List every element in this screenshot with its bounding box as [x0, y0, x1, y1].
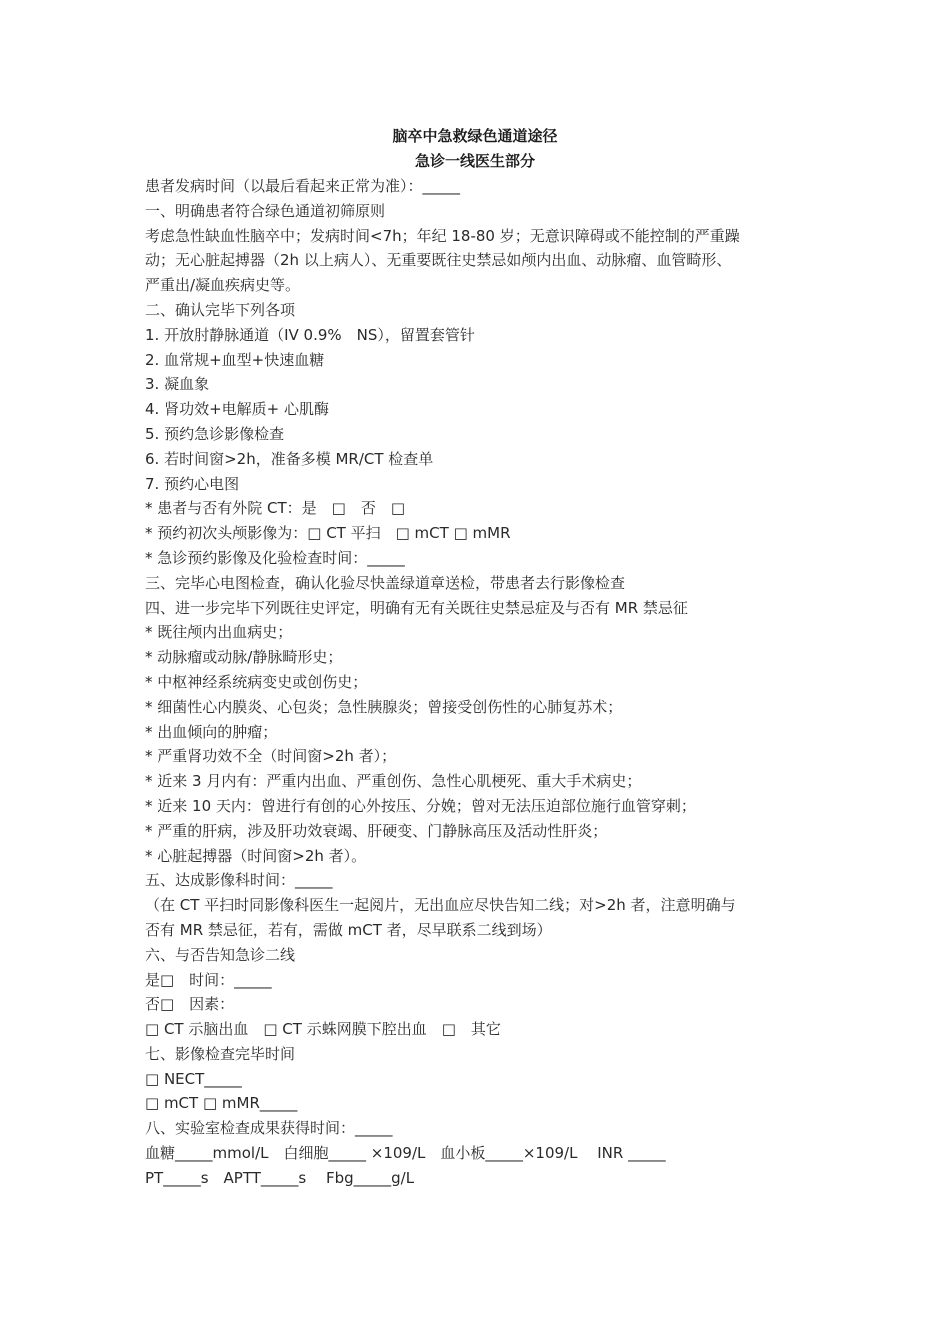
text-line: 5. 预约急诊影像检查: [145, 424, 285, 443]
text-line: 一、明确患者符合绿色通道初筛原则: [145, 201, 386, 220]
text-line: * 中枢神经系统病变史或创伤史；: [145, 672, 368, 691]
text-line: （在 CT 平扫时同影像科医生一起阅片，无出血应尽快告知二线；对>2h 者，注意明确与: [145, 896, 736, 915]
text-line: * 近来 10 天内：曾进行有创的心外按压、分娩；曾对无法压迫部位施行血管穿刺；: [145, 796, 696, 815]
text-line: 四、进一步完毕下列既往史评定，明确有无有关既往史禁忌症及与否有 MR 禁忌征: [145, 598, 688, 617]
text-line: * 严重的肝病，涉及肝功效衰竭、肝硬变、门静脉高压及活动性肝炎；: [145, 821, 608, 840]
text-line: * 近来 3 月内有：严重内出血、严重创伤、急性心肌梗死、重大手术病史；: [145, 772, 642, 791]
text-line: 7. 预约心电图: [145, 474, 240, 493]
document-body: [145, 174, 815, 1191]
text-line: * 心脏起搏器（时间窗>2h 者）。: [145, 846, 367, 865]
text-line: * 急诊预约影像及化验检查时间：_____: [145, 548, 405, 567]
text-line: 七、影像检查完毕时间: [145, 1044, 296, 1063]
text-line: □ NECT_____: [145, 1069, 242, 1088]
text-line: 3. 凝血象: [145, 375, 210, 394]
document-title: 脑卒中急救绿色通道途径: [392, 127, 558, 145]
text-line: 4. 肾功效+电解质+ 心肌酶: [145, 400, 329, 419]
text-line: * 出血倾向的肿瘤；: [145, 722, 278, 741]
text-line: * 既往颅内出血病史；: [145, 623, 293, 642]
text-line: PT_____s APTT_____s Fbg_____g/L: [145, 1168, 415, 1187]
text-line: 否有 MR 禁忌征，若有，需做 mCT 者，尽早联系二线到场）: [145, 920, 552, 939]
text-line: 二、确认完毕下列各项: [145, 300, 296, 319]
text-line: 三、完毕心电图检查，确认化验尽快盖绿道章送检，带患者去行影像检查: [145, 573, 626, 592]
text-line: □ mCT □ mMR_____: [145, 1094, 298, 1113]
text-line: 否□ 因素：: [145, 995, 235, 1014]
text-line: * 患者与否有外院 CT：是 □ 否 □: [145, 499, 406, 518]
text-line: 患者发病时间（以最后看起来正常为准）：_____: [145, 177, 461, 195]
document-subtitle: 急诊一线医生部分: [414, 152, 535, 170]
text-line: * 严重肾功效不全（时间窗>2h 者）；: [145, 747, 397, 766]
text-line: 1. 开放肘静脉通道（IV 0.9% NS），留置套管针: [145, 325, 475, 344]
text-line: 2. 血常规+血型+快速血糖: [145, 350, 325, 369]
text-line: 血糖_____mmol/L 白细胞_____ ×109/L 血小板_____×109/L INR _____: [145, 1144, 666, 1163]
text-line: 动；无心脏起搏器（2h 以上病人）、无重要既往史禁忌如颅内出血、动脉瘤、血管畸形、: [145, 251, 732, 270]
text-line: 八、实验室检查成果获得时间：_____: [145, 1119, 393, 1138]
text-line: * 预约初次头颅影像为：□ CT 平扫 □ mCT □ mMR: [145, 524, 511, 543]
text-line: 考虑急性缺血性脑卒中；发病时间<7h；年纪 18-80 岁；无意识障碍或不能控制的严重躁: [145, 226, 740, 245]
text-line: 6. 若时间窗>2h，准备多模 MR/CT 检查单: [145, 449, 434, 468]
text-line: 严重出/凝血疾病史等。: [145, 276, 301, 295]
text-line: 五、达成影像科时间：_____: [145, 871, 333, 890]
text-line: 六、与否告知急诊二线: [145, 945, 296, 964]
text-line: * 细菌性心内膜炎、心包炎；急性胰腺炎；曾接受创伤性的心肺复苏术；: [145, 697, 623, 716]
text-line: * 动脉瘤或动脉/静脉畸形史；: [145, 648, 343, 667]
text-line: □ CT 示脑出血 □ CT 示蛛网膜下腔出血 □ 其它: [145, 1020, 501, 1039]
text-line: 是□ 时间：_____: [145, 970, 272, 989]
